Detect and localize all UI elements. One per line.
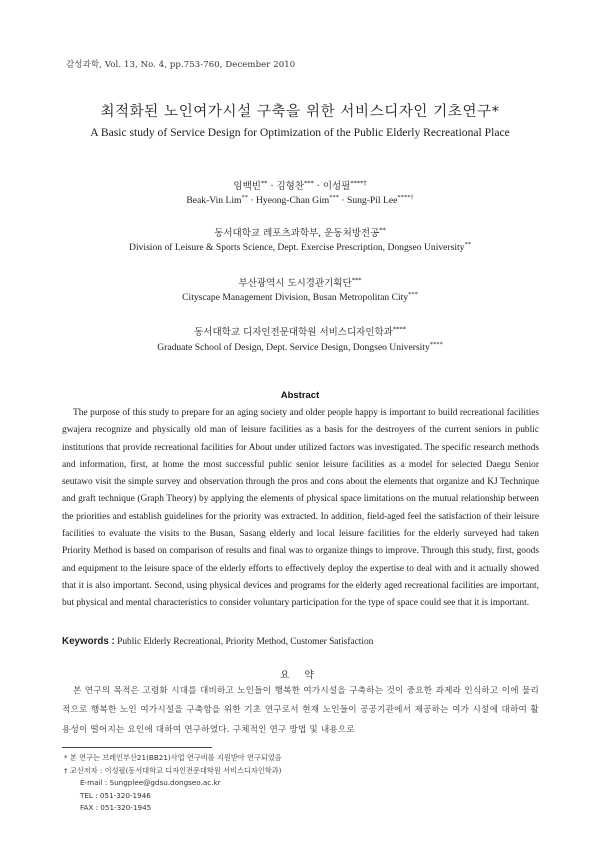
footnote-corresponding-author: † 교신저자 : 이성필(동서대학교 디자인전문대학원 서비스디자인학과) <box>64 765 282 775</box>
affiliation-3-english <box>0 342 600 353</box>
affiliation-1-en-text: Division of Leisure & Sports Science, Dept. Exercise Prescription, Dongseo University <box>129 242 465 253</box>
footnote-divider <box>62 747 212 748</box>
keywords-text: Public Elderly Recreational, Priority Method, Customer Satisfaction <box>117 637 374 647</box>
author-2-en-mark: *** <box>329 193 339 201</box>
title-korean: 최적화된 노인여가시설 구축을 위한 서비스디자인 기초연구* <box>100 104 500 120</box>
affiliation-3-en-text: Graduate School of Design, Dept. Service Design, Dongseo University <box>157 342 430 353</box>
author-2-ko-mark: *** <box>304 178 314 187</box>
author-separator: · <box>267 181 277 192</box>
author-separator: · <box>313 181 323 192</box>
affiliation-3-ko-mark: **** <box>392 324 406 333</box>
affiliation-2-en-text: Cityscape Management Division, Busan Metropolitan City <box>182 292 409 303</box>
authors-english <box>0 195 600 206</box>
footnote-tel: TEL : 051-320-1946 <box>80 790 151 800</box>
affiliation-3-en-mark: **** <box>429 340 443 348</box>
affiliation-1-korean <box>0 225 600 239</box>
summary-text: 본 연구의 목적은 고령화 시대를 대비하고 노인들이 행복한 여가시설을 구축하는 것이 중요한 과제라 인식하고 이에 물리적으로 행복한 노인 여가시설을 구축함을 위한 기초 연구로서 현재 노인들이 공공기관에서 제공하는 여가 시설에 대하여 활용성이 떨어지는 요인에 대하여 연구하였다. 구체적인 연구 방법 및 내용으로 <box>62 686 539 735</box>
summary-heading: 요 약 <box>279 670 321 681</box>
author-3-ko: 이성필 <box>322 181 351 192</box>
author-1-ko: 임백빈 <box>233 181 261 192</box>
footnote-email: E-mail : Sungplee@gdsu.dongseo.ac.kr <box>80 778 221 788</box>
author-2-ko: 김형찬 <box>276 181 305 192</box>
author-3-en: Sung-Pil Lee <box>347 195 398 206</box>
author-3-en-mark: ****† <box>397 193 414 201</box>
footnote-funding: * 본 연구는 브레인부산21(BB21)사업 연구비를 지원받아 연구되었음 <box>64 753 282 762</box>
affiliation-1-ko-mark: ** <box>379 225 386 234</box>
affiliation-1-english <box>0 242 600 253</box>
author-2-en: Hyeong-Chan Gim <box>255 195 330 206</box>
journal-citation: 감성과학, Vol. 13, No. 4, pp.753-760, December 2010 <box>66 60 296 70</box>
author-separator: · <box>339 195 347 206</box>
footnote-fax: FAX : 051-320-1945 <box>80 803 152 813</box>
affiliation-2-en-mark: *** <box>408 290 418 298</box>
author-3-ko-mark: ****† <box>350 178 367 187</box>
author-1-ko-mark: ** <box>260 178 268 187</box>
affiliation-3-ko-text: 동서대학교 디자인전문대학원 서비스디자인학과 <box>194 327 393 338</box>
keywords-label: Keywords : <box>62 636 115 647</box>
authors-korean <box>0 178 600 192</box>
author-1-en: Beak-Vin Lim <box>186 195 242 206</box>
abstract-text: The purpose of this study to prepare for an aging society and older people happy is important to build recreational facilities gwajera recognize and physically old man of leisure facilities as a basis for the destroyers of the current seniors in public institutions that provide recreational facilities for About under utilized factors was investigated. The specific research methods and information, first, at home the most successful public senior leisure facilities as a model for selected Daegu Senior seutawo visit the simple survey and observation through the pros and cons about the elements that organize and KJ Technique and graft technique (Graph Theory) by applying the elements of physical space limitations on the mutual relationship between the priorities and establish guidelines for the priority was extracted. In addition, field-aged feel the satisfaction of their leisure facilities to evaluate the visits to the Busan, Sasang elderly and local leisure facilities for the elderly surveyed had taken Priority Method is based on comparison of results and final was to organize things to improve. Through this study, first, goods and equipment to the leisure space of the elderly efforts to effectively deploy the expertise to deal with and it actually showed that it is also important. Second, using physical devices and programs for the elderly aged recreational facilities are important, but physical and mental characteristics to consider voluntary participation for the type of space could see that it is important. <box>62 408 539 609</box>
author-separator: · <box>247 195 256 206</box>
affiliation-2-ko-mark: *** <box>351 275 362 284</box>
affiliation-2-english <box>0 292 600 303</box>
affiliation-1-ko-text: 동서대학교 레포츠과학부, 운동처방전공 <box>214 228 380 239</box>
affiliation-2-ko-text: 부산광역시 도시경관기획단 <box>238 278 352 289</box>
affiliation-3-korean <box>0 324 600 338</box>
title-english: A Basic study of Service Design for Optimization of the Public Elderly Recreational Place <box>90 126 510 139</box>
author-1-en-mark: ** <box>241 193 248 201</box>
affiliation-1-en-mark: ** <box>464 240 471 248</box>
footnotes <box>64 752 282 815</box>
abstract-heading: Abstract <box>280 390 320 401</box>
keywords-line <box>62 636 373 647</box>
affiliation-2-korean <box>0 275 600 289</box>
